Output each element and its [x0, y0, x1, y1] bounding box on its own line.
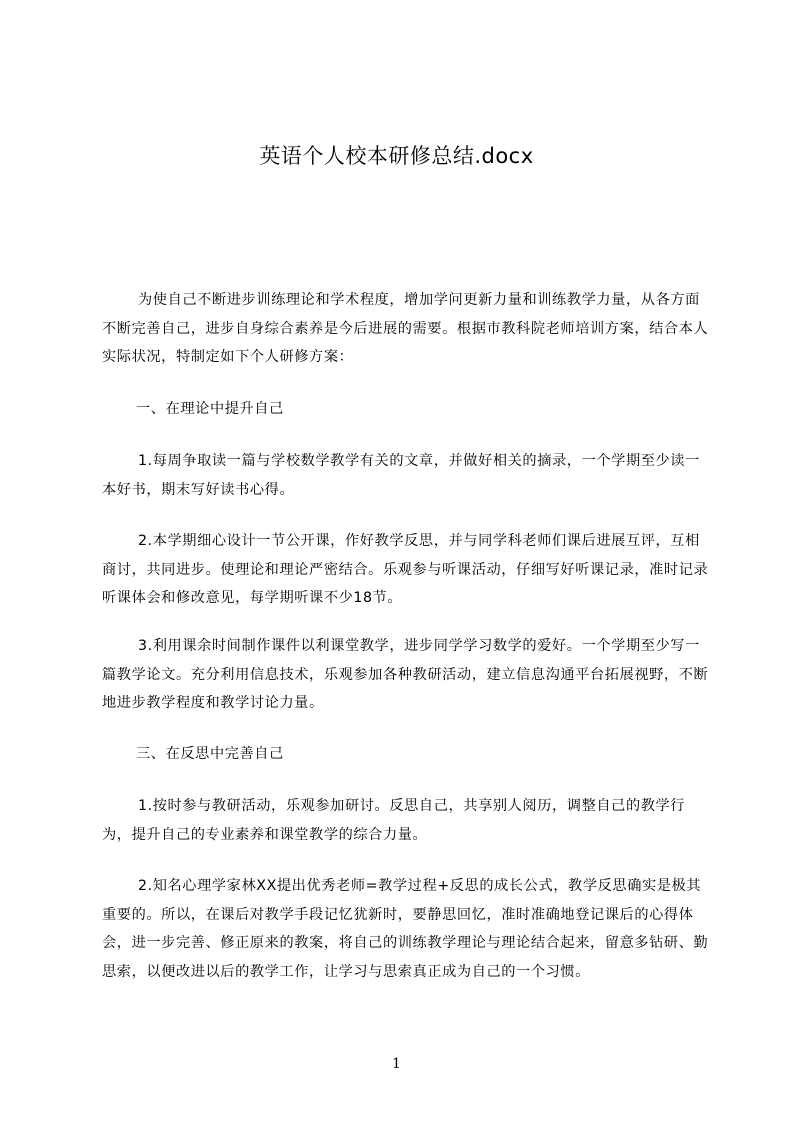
section-heading-theory: 一、在理论中提升自己 [136, 401, 284, 417]
page-number: 1 [392, 1056, 401, 1072]
paragraph-item-3-1: 1.按时参与教研活动，乐观参加研讨。反思自己，共享别人阅历，调整自己的教学行为，提升自己的专业素养和课堂教学的综合力量。 [102, 798, 686, 843]
paragraph-item-1-3: 3.利用课余时间制作课件以利课堂教学，进步同学学习数学的爱好。一个学期至少写一篇教学论文。充分利用信息技术，乐观参加各种教研活动，建立信息沟通平台拓展视野，不断地进步教学程度和教学讨论力量。 [102, 638, 709, 711]
paragraph-item-1-1: 1.每周争取读一篇与学校数学教学有关的文章，并做好相关的摘录，一个学期至少读一本好书，期末写好读书心得。 [102, 453, 700, 498]
intro-paragraph: 为使自己不断进步训练理论和学术程度，增加学问更新力量和训练教学力量，从各方面不断完善自己，进步自身综合素养是今后进展的需要。根据市教科院老师培训方案，结合本人实际状况，特制定如下个人研修方案： [102, 292, 709, 365]
paragraph-item-3-2: 2.知名心理学家林XX提出优秀老师=教学过程+反思的成长公式，教学反思确实是极其重要的。所以，在课后对教学手段记忆犹新时，要静思回忆，准时准确地登记课后的心得体会，进一步完善、修正原来的教案，将自己的训练教学理论与理论结合起来，留意多钻研、勤思索，以便改进以后的教学工作，让学习与思索真正成为自己的一个习惯。 [102, 878, 709, 980]
paragraph-item-1-2: 2.本学期细心设计一节公开课，作好教学反思，并与同学科老师们课后进展互评，互相商讨，共同进步。使理论和理论严密结合。乐观参与听课活动，仔细写好听课记录，准时记录听课体会和修改意见，每学期听课不少18节。 [102, 533, 709, 606]
section-heading-reflection: 三、在反思中完善自己 [136, 746, 284, 762]
document-title: 英语个人校本研修总结.docx [259, 144, 534, 168]
